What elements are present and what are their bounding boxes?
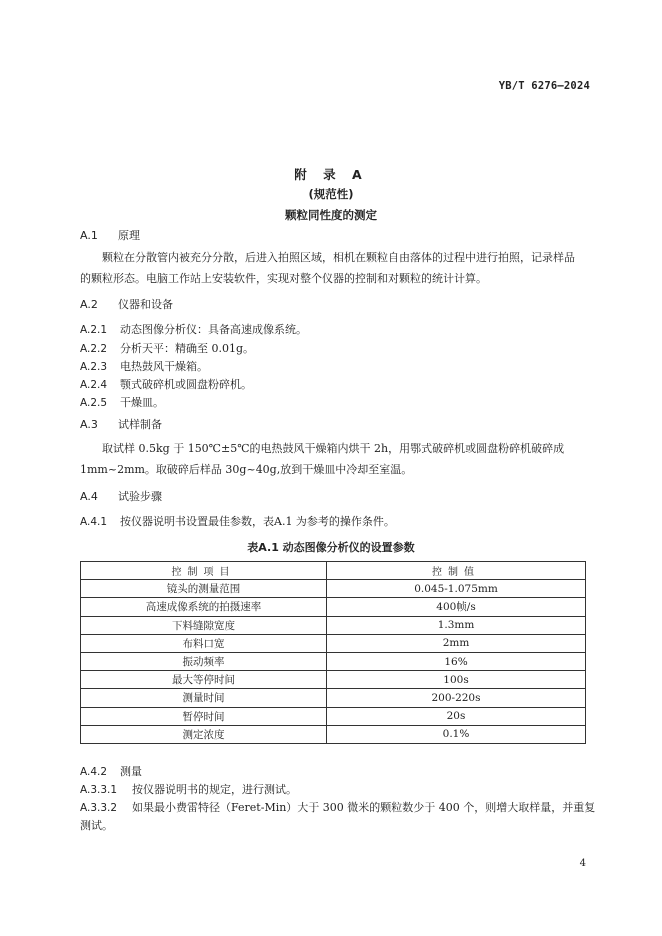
table-row bbox=[81, 580, 586, 598]
section-number: A.4 bbox=[80, 490, 98, 503]
item-text: 分析天平：精确至 0.01g。 bbox=[120, 342, 255, 355]
paragraph-line: 的颗粒形态。电脑工作站上安装软件，实现对整个仪器的控制和对颗粒的统计计算。 bbox=[80, 272, 487, 285]
table-cell: 0.1% bbox=[327, 725, 586, 743]
table-cell: 暂停时间 bbox=[81, 707, 327, 725]
table-cell: 400帧/s bbox=[327, 598, 586, 616]
list-item bbox=[80, 321, 307, 337]
list-item bbox=[80, 394, 164, 410]
table-cell: 下料缝隙宽度 bbox=[81, 616, 327, 634]
item-text: 按仪器说明书设置最佳参数，表A.1 为参考的操作条件。 bbox=[120, 515, 395, 528]
item-number: A.3.3.1 bbox=[80, 784, 118, 796]
section-number: A.1 bbox=[80, 229, 98, 242]
item-text: 颚式破碎机或圆盘粉碎机。 bbox=[120, 378, 252, 391]
section-number: A.2 bbox=[80, 298, 98, 311]
column-header: 控制项目 bbox=[81, 562, 327, 580]
table-row bbox=[81, 652, 586, 670]
section-number: A.3 bbox=[80, 418, 98, 431]
item-text: 干燥皿。 bbox=[120, 396, 164, 409]
appendix-nature: (规范性) bbox=[308, 187, 354, 201]
section-title: 原理 bbox=[118, 229, 140, 242]
section-a4-heading bbox=[80, 488, 162, 504]
item-number: A.4.2 bbox=[80, 766, 108, 778]
paragraph-line: 取试样 0.5kg 于 150℃±5℃的电热鼓风干燥箱内烘干 2h，用鄂式破碎机或圆盘粉碎机破碎成 bbox=[102, 442, 565, 455]
table-cell: 1.3mm bbox=[327, 616, 586, 634]
list-item bbox=[80, 376, 252, 392]
table-cell: 200-220s bbox=[327, 689, 586, 707]
table-cell: 100s bbox=[327, 671, 586, 689]
list-item-continuation: 测试。 bbox=[80, 819, 113, 832]
table-cell: 16% bbox=[327, 652, 586, 670]
item-number: A.2.5 bbox=[80, 397, 108, 409]
section-a2-heading bbox=[80, 296, 173, 312]
section-a1-heading bbox=[80, 227, 140, 243]
table-row bbox=[81, 725, 586, 743]
table-cell: 最大等停时间 bbox=[81, 671, 327, 689]
item-number: A.2.2 bbox=[80, 343, 108, 355]
table-row bbox=[81, 689, 586, 707]
item-text: 测量 bbox=[120, 765, 142, 778]
table-cell: 测定浓度 bbox=[81, 725, 327, 743]
item-number: A.3.3.2 bbox=[80, 802, 118, 814]
settings-table bbox=[80, 561, 586, 744]
table-row bbox=[81, 634, 586, 652]
section-a3-heading bbox=[80, 416, 162, 432]
list-item bbox=[80, 358, 208, 374]
list-item bbox=[80, 340, 254, 356]
item-text: 按仪器说明书的规定，进行测试。 bbox=[132, 783, 297, 796]
list-item bbox=[80, 799, 595, 815]
table-caption: 表A.1 动态图像分析仪的设置参数 bbox=[247, 541, 415, 554]
column-header: 控制值 bbox=[327, 562, 586, 580]
table-row bbox=[81, 707, 586, 725]
section-title: 仪器和设备 bbox=[118, 298, 173, 311]
item-text: 电热鼓风干燥箱。 bbox=[120, 360, 208, 373]
table-cell: 20s bbox=[327, 707, 586, 725]
item-number: A.4.1 bbox=[80, 516, 108, 528]
table-cell: 布料口宽 bbox=[81, 634, 327, 652]
table-header-row bbox=[81, 562, 586, 580]
table-cell: 镜头的测量范围 bbox=[81, 580, 327, 598]
table-cell: 2mm bbox=[327, 634, 586, 652]
table-cell: 振动频率 bbox=[81, 652, 327, 670]
table-row bbox=[81, 671, 586, 689]
item-number: A.2.4 bbox=[80, 379, 108, 391]
list-item bbox=[80, 763, 142, 779]
section-title: 试样制备 bbox=[118, 418, 162, 431]
item-number: A.2.1 bbox=[80, 324, 108, 336]
item-text: 如果最小费雷特径（Feret-Min）大于 300 微米的颗粒数少于 400 个，则增大取样量，并重复 bbox=[132, 801, 596, 814]
list-item bbox=[80, 513, 395, 529]
item-text: 动态图像分析仪：具备高速成像系统。 bbox=[120, 323, 307, 336]
table-cell: 高速成像系统的拍摄速率 bbox=[81, 598, 327, 616]
page-number: 4 bbox=[579, 858, 586, 869]
appendix-name: 颗粒同性度的测定 bbox=[285, 208, 377, 222]
table-cell: 测量时间 bbox=[81, 689, 327, 707]
paragraph-line: 颗粒在分散管内被充分分散，后进入拍照区域，相机在颗粒自由落体的过程中进行拍照，记录样品 bbox=[102, 251, 575, 264]
item-number: A.2.3 bbox=[80, 361, 108, 373]
paragraph-line: 1mm~2mm。取破碎后样品 30g~40g,放到干燥皿中冷却至室温。 bbox=[80, 463, 413, 476]
table-row bbox=[81, 598, 586, 616]
document-code: YB/T 6276—2024 bbox=[498, 80, 590, 92]
table-cell: 0.045-1.075mm bbox=[327, 580, 586, 598]
appendix-title: 附 录 A bbox=[294, 167, 368, 182]
list-item bbox=[80, 781, 297, 797]
table-row bbox=[81, 616, 586, 634]
section-title: 试验步骤 bbox=[118, 490, 162, 503]
